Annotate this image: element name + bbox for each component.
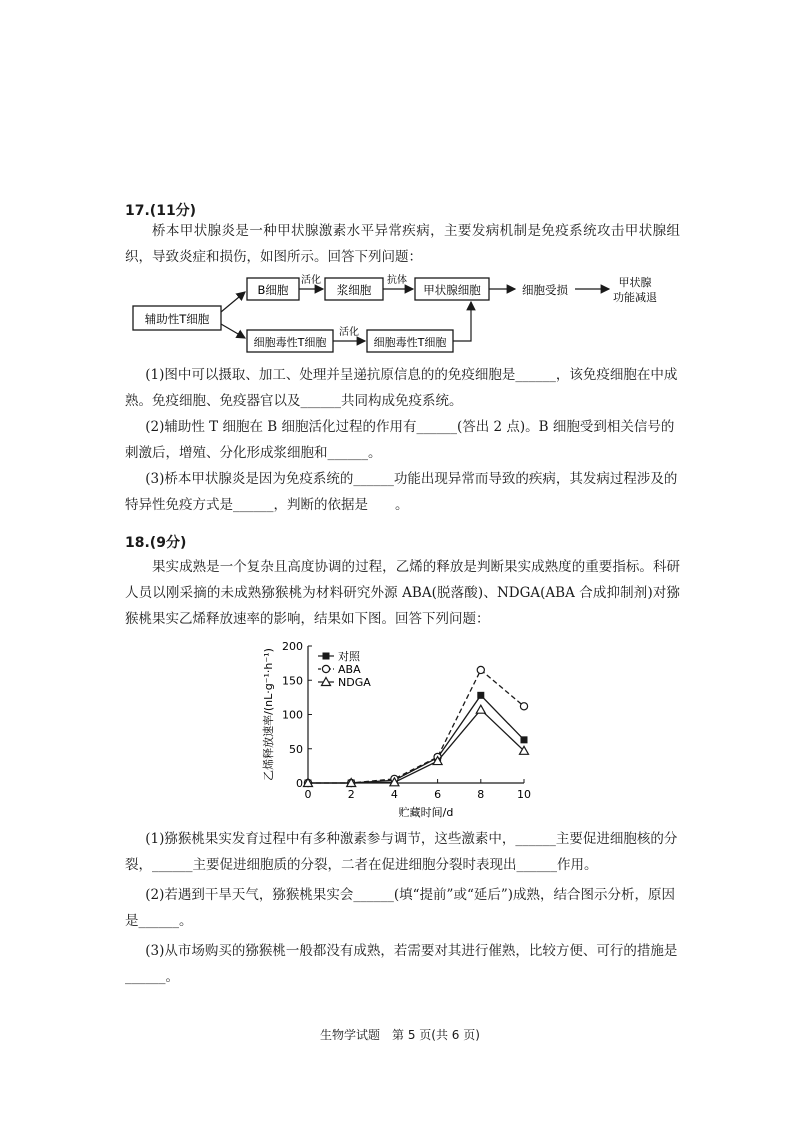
activate-label-2: 活化	[339, 327, 359, 338]
x-tick-label: 8	[477, 788, 485, 801]
y-tick-label: 50	[289, 742, 303, 756]
data-point-对照	[521, 736, 528, 743]
y-tick-label: 100	[282, 708, 303, 722]
question-18-heading: 18.(9分)	[125, 535, 187, 551]
legend-marker-ABA	[322, 665, 329, 672]
question-17-sub2	[125, 414, 680, 466]
x-tick-label: 10	[517, 788, 531, 801]
data-point-NDGA	[476, 705, 485, 713]
series-line-对照	[308, 695, 524, 783]
legend-label-ABA: ABA	[338, 663, 361, 676]
y-tick-label: 150	[282, 674, 303, 688]
legend-label-对照: 对照	[338, 650, 360, 663]
question-18-sub3	[125, 938, 680, 990]
y-axis-label: 乙烯释放速率/(nL·g⁻¹·h⁻¹)	[262, 648, 275, 781]
thyroid-function-loss-label-1: 甲状腺	[618, 276, 652, 289]
data-point-ABA	[520, 703, 527, 710]
question-18-sub3-text: (3)从市场购买的猕猴桃一般都没有成熟，若需要对其进行催熟，比较方便、可行的措施是______。	[125, 943, 678, 985]
question-17-sub1-text: (1)图中可以摄取、加工、处理并呈递抗原信息的的免疫细胞是______，该免疫细胞在中成熟。免疫细胞、免疫器官以及______共同构成免疫系统。	[125, 367, 678, 409]
question-17-heading: 17.(11分)	[125, 203, 197, 219]
series-line-NDGA	[308, 710, 524, 783]
question-17-sub1	[125, 362, 680, 414]
y-tick-label: 0	[296, 777, 303, 790]
x-tick-label: 6	[434, 788, 442, 801]
question-18-sub2	[125, 882, 680, 934]
thyroid-cell-label: 甲状腺细胞	[423, 283, 481, 297]
question-18-intro: 果实成熟是一个复杂且高度协调的过程，乙烯的释放是判断果实成熟度的重要指标。科研人员以刚采摘的未成熟猕猴桃为材料研究外源 ABA(脱落酸)、NDGA(ABA 合成抑制剂)对猕猴桃果实乙烯释放速率的影响，结果如下图。回答下列问题：	[125, 559, 680, 627]
arrow-helper-to-b	[221, 292, 245, 312]
ethylene-release-chart	[258, 638, 558, 823]
cytotoxic-t-cell-label: 细胞毒性T细胞	[253, 336, 327, 349]
plasma-cell-label: 浆细胞	[336, 283, 372, 297]
x-tick-label: 4	[390, 788, 398, 801]
y-tick-label: 200	[282, 640, 303, 653]
x-axis-label: 贮藏时间/d	[398, 806, 454, 819]
question-17-sub2-text: (2)辅助性 T 细胞在 B 细胞活化过程的作用有______(答出 2 点)。B 细胞受到相关信号的刺激后，增殖、分化形成浆细胞和______。	[125, 419, 675, 461]
question-18-sub1	[125, 826, 680, 878]
arrow-helper-to-cytotoxic	[221, 324, 245, 338]
question-18-sub1-text: (1)猕猴桃果实发育过程中有多种激素参与调节，这些激素中，______主要促进细胞核的分裂，______主要促进细胞质的分裂，二者在促进细胞分裂时表现出______作用。	[125, 831, 678, 873]
data-point-ABA	[477, 666, 484, 673]
antibody-label: 抗体	[387, 275, 407, 286]
immune-flow-diagram	[125, 272, 685, 362]
activate-label-1: 活化	[301, 275, 321, 286]
legend-label-NDGA: NDGA	[338, 676, 371, 689]
question-17-sub3	[125, 466, 680, 518]
arrow-activated-to-thyroid	[453, 302, 471, 341]
b-cell-label: B细胞	[257, 283, 289, 297]
data-point-对照	[477, 692, 484, 699]
helper-t-cell-label: 辅助性T细胞	[144, 312, 210, 326]
legend-marker-对照	[323, 653, 330, 660]
x-tick-label: 0	[304, 788, 312, 801]
question-18-sub2-text: (2)若遇到干旱天气，猕猴桃果实会______(填“提前”或“延后”)成熟，结合图示分析，原因是______。	[125, 887, 676, 929]
page-footer: 生物学试题 第 5 页(共 6 页)	[320, 1028, 480, 1042]
question-17-sub3-text: (3)桥本甲状腺炎是因为免疫系统的______功能出现异常而导致的疾病，其发病过程涉及的特异性免疫方式是______，判断的依据是 。	[125, 471, 678, 513]
activated-cytotoxic-t-cell-label: 细胞毒性T细胞	[373, 336, 447, 349]
cell-damage-label: 细胞受损	[522, 283, 568, 297]
thyroid-function-loss-label-2: 功能减退	[613, 291, 657, 304]
question-17-intro: 桥本甲状腺炎是一种甲状腺激素水平异常疾病，主要发病机制是免疫系统攻击甲状腺组织，导致炎症和损伤，如图所示。回答下列问题：	[125, 223, 680, 265]
x-tick-label: 2	[347, 788, 355, 801]
